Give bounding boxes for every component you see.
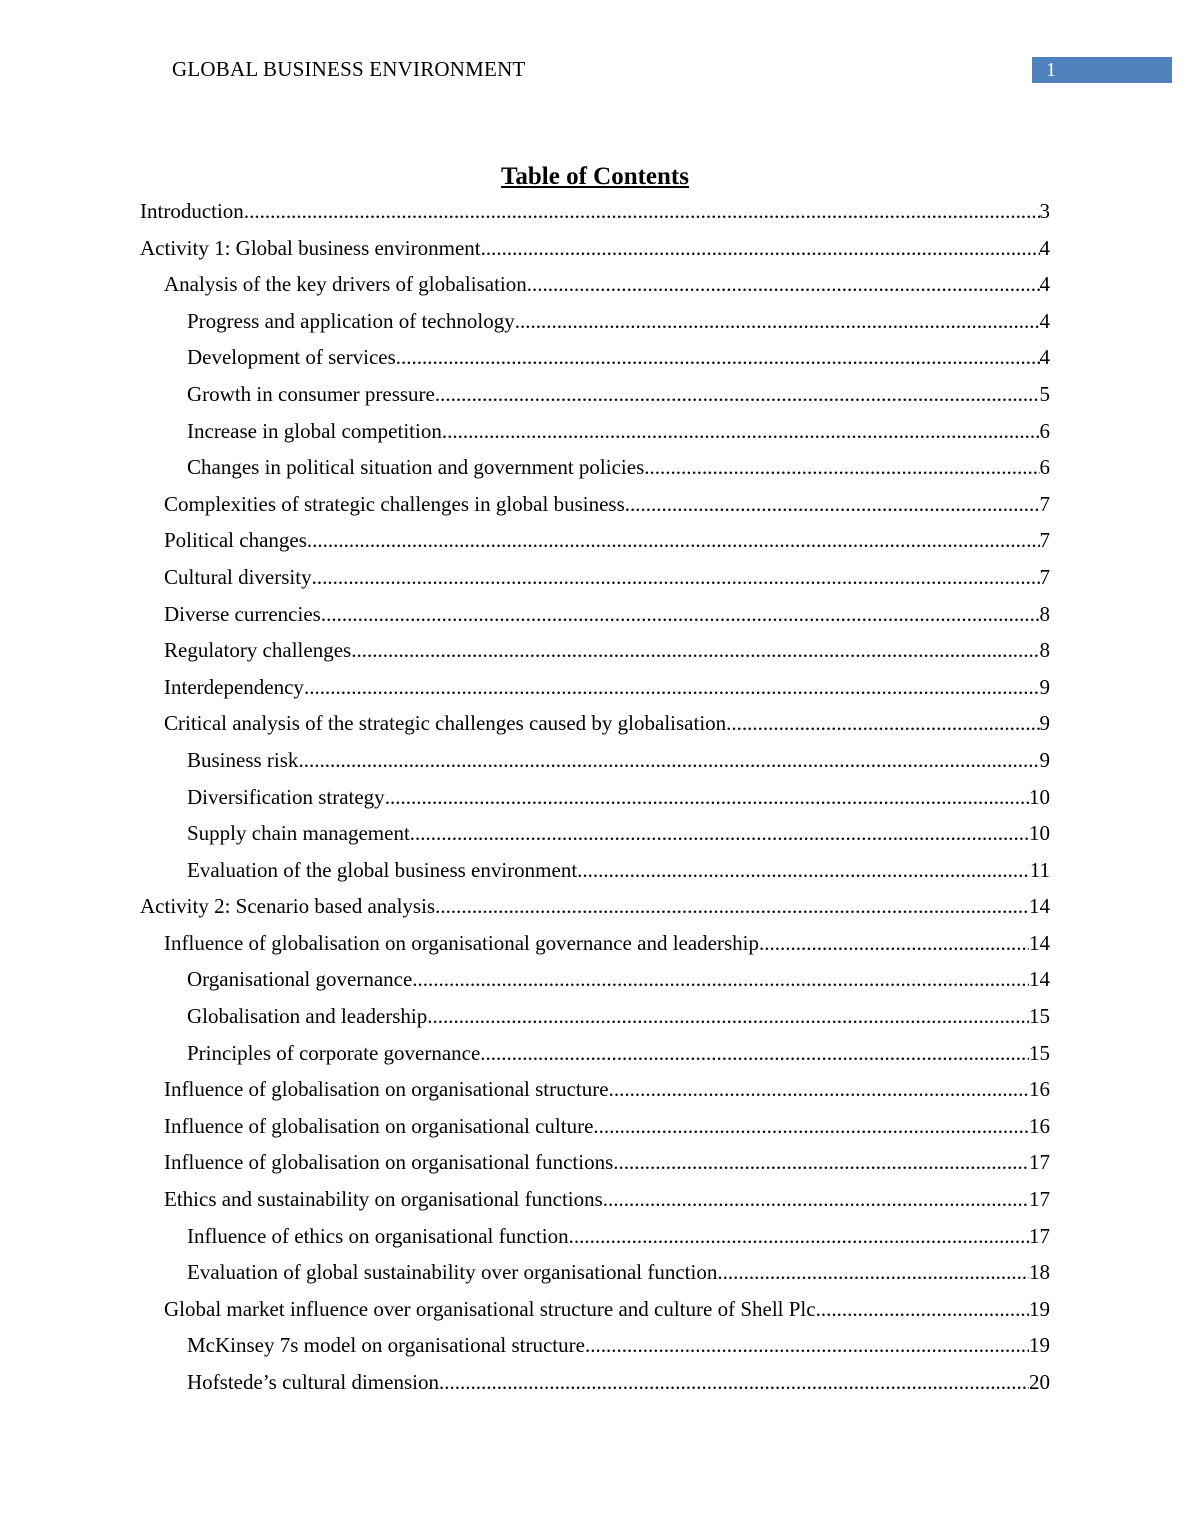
toc-entry-page-number[interactable]: 14	[1029, 894, 1050, 919]
toc-dot-leader	[759, 925, 1029, 962]
toc-entry[interactable]	[140, 193, 1050, 230]
toc-entry-label[interactable]: Hofstede’s cultural dimension	[187, 1370, 439, 1394]
toc-dot-leader	[312, 559, 1040, 596]
toc-entry-label[interactable]: Diverse currencies	[164, 601, 321, 626]
toc-entry[interactable]	[140, 1218, 1050, 1255]
toc-entry-label[interactable]: Activity 2: Scenario based analysis	[140, 894, 436, 919]
toc-entry-page-number[interactable]: 4	[1039, 235, 1050, 260]
toc-entry-page-number[interactable]: 7	[1039, 491, 1050, 516]
toc-entry-label[interactable]: Critical analysis of the strategic challenges caused by globalisation	[164, 711, 727, 736]
table-of-contents	[140, 193, 1050, 1401]
toc-dot-leader	[385, 779, 1029, 816]
toc-entry[interactable]	[140, 522, 1050, 559]
toc-entry-page-number[interactable]: 11	[1029, 857, 1050, 882]
toc-entry[interactable]	[140, 852, 1050, 889]
toc-entry-label[interactable]: Business risk	[187, 747, 299, 772]
toc-dot-leader	[410, 815, 1029, 852]
toc-entry[interactable]	[140, 742, 1050, 779]
toc-dot-leader	[321, 596, 1040, 633]
toc-entry[interactable]	[140, 230, 1050, 267]
toc-entry[interactable]	[140, 1108, 1050, 1145]
toc-entry[interactable]	[140, 1181, 1050, 1218]
toc-entry[interactable]	[140, 1327, 1050, 1364]
toc-entry[interactable]	[140, 998, 1050, 1035]
toc-entry-page-number[interactable]: 10	[1029, 821, 1050, 846]
toc-entry-label[interactable]: Organisational governance	[187, 967, 413, 992]
toc-entry[interactable]	[140, 669, 1050, 706]
toc-dot-leader	[396, 339, 1040, 376]
toc-entry[interactable]	[140, 1144, 1050, 1181]
toc-entry-page-number[interactable]: 9	[1039, 711, 1050, 736]
toc-entry-page-number[interactable]: 4	[1039, 345, 1050, 370]
toc-dot-leader	[515, 303, 1040, 340]
toc-entry-page-number[interactable]: 17	[1029, 1150, 1050, 1175]
toc-entry-page-number[interactable]: 14	[1029, 930, 1050, 955]
toc-entry-page-number[interactable]: 7	[1039, 528, 1050, 553]
toc-entry-label[interactable]: Principles of corporate governance	[187, 1040, 481, 1065]
running-header-title: GLOBAL BUSINESS ENVIRONMENT	[172, 57, 526, 81]
toc-entry[interactable]	[140, 1071, 1050, 1108]
toc-entry-label[interactable]: Supply chain management	[187, 821, 410, 846]
toc-entry[interactable]	[140, 266, 1050, 303]
toc-entry-label[interactable]: Ethics and sustainability on organisational functions	[164, 1187, 603, 1212]
toc-dot-leader	[439, 1364, 1029, 1401]
toc-entry-page-number[interactable]: 19	[1029, 1333, 1050, 1358]
toc-entry[interactable]	[140, 925, 1050, 962]
toc-entry-page-number[interactable]: 5	[1039, 381, 1050, 406]
toc-entry[interactable]	[140, 1254, 1050, 1291]
toc-entry[interactable]	[140, 486, 1050, 523]
toc-entry-label[interactable]: Globalisation and leadership	[187, 1004, 428, 1029]
toc-entry-label[interactable]: Introduction	[140, 199, 244, 223]
toc-entry-page-number[interactable]: 9	[1039, 747, 1050, 772]
toc-dot-leader	[569, 1218, 1029, 1255]
toc-entry-label[interactable]: Evaluation of global sustainability over organisational function	[187, 1260, 718, 1285]
toc-entry[interactable]	[140, 1364, 1050, 1401]
toc-entry[interactable]	[140, 339, 1050, 376]
toc-dot-leader	[593, 1108, 1029, 1145]
toc-dot-leader	[304, 669, 1040, 706]
toc-entry[interactable]	[140, 596, 1050, 633]
toc-entry-label[interactable]: Development of services	[187, 345, 396, 370]
toc-entry-page-number[interactable]: 6	[1039, 418, 1050, 443]
page-number: 1	[1046, 59, 1056, 81]
toc-entry-page-number[interactable]: 6	[1039, 455, 1050, 480]
toc-dot-leader	[298, 742, 1039, 779]
toc-entry-page-number[interactable]: 20	[1029, 1370, 1050, 1394]
toc-entry[interactable]	[140, 888, 1050, 925]
toc-entry[interactable]	[140, 815, 1050, 852]
toc-entry-label[interactable]: Evaluation of the global business environment	[187, 857, 578, 882]
toc-entry[interactable]	[140, 559, 1050, 596]
toc-entry-page-number[interactable]: 8	[1039, 601, 1050, 626]
toc-entry-label[interactable]: Influence of globalisation on organisational functions	[164, 1150, 614, 1175]
toc-entry-page-number[interactable]: 10	[1029, 784, 1050, 809]
toc-entry-label[interactable]: Complexities of strategic challenges in global business	[164, 491, 625, 516]
toc-entry-label[interactable]: Changes in political situation and government policies	[187, 455, 645, 480]
toc-entry-label[interactable]: Interdependency	[164, 674, 304, 699]
toc-entry-page-number[interactable]: 7	[1039, 564, 1050, 589]
toc-entry-label[interactable]: Growth in consumer pressure	[187, 381, 435, 406]
toc-entry-label[interactable]: Diversification strategy	[187, 784, 385, 809]
toc-entry[interactable]	[140, 632, 1050, 669]
toc-dot-leader	[427, 998, 1029, 1035]
toc-dot-leader	[351, 632, 1039, 669]
toc-dot-leader	[726, 705, 1039, 742]
toc-dot-leader	[603, 1181, 1029, 1218]
toc-entry[interactable]	[140, 779, 1050, 816]
toc-dot-leader	[435, 376, 1040, 413]
toc-entry[interactable]	[140, 303, 1050, 340]
toc-entry-label[interactable]: Cultural diversity	[164, 564, 312, 589]
toc-entry-page-number[interactable]: 14	[1029, 967, 1050, 992]
toc-dot-leader	[244, 193, 1040, 230]
toc-entry-page-number[interactable]: 3	[1039, 199, 1050, 223]
toc-dot-leader	[481, 230, 1040, 267]
toc-dot-leader	[480, 1035, 1029, 1072]
toc-dot-leader	[717, 1254, 1029, 1291]
toc-entry-page-number[interactable]: 15	[1029, 1004, 1050, 1029]
toc-entry-page-number[interactable]: 15	[1029, 1040, 1050, 1065]
toc-entry-page-number[interactable]: 4	[1039, 272, 1050, 297]
toc-dot-leader	[435, 888, 1029, 925]
toc-entry-page-number[interactable]: 19	[1029, 1296, 1050, 1321]
toc-entry-label[interactable]: Activity 1: Global business environment	[140, 235, 481, 260]
toc-entry[interactable]	[140, 1035, 1050, 1072]
toc-entry[interactable]	[140, 1291, 1050, 1328]
toc-entry-label[interactable]: Analysis of the key drivers of globalisation	[164, 272, 527, 297]
toc-entry-label[interactable]: Influence of ethics on organisational function	[187, 1223, 569, 1248]
page-number-badge	[1032, 57, 1172, 83]
toc-entry-label[interactable]: Political changes	[164, 528, 307, 553]
toc-heading: Table of Contents	[501, 163, 689, 190]
toc-entry[interactable]	[140, 413, 1050, 450]
toc-dot-leader	[577, 852, 1030, 889]
toc-dot-leader	[412, 961, 1029, 998]
toc-dot-leader	[442, 413, 1040, 450]
toc-entry-page-number[interactable]: 8	[1039, 638, 1050, 663]
toc-entry-page-number[interactable]: 16	[1029, 1113, 1050, 1138]
toc-dot-leader	[644, 449, 1039, 486]
toc-entry-label[interactable]: Increase in global competition	[187, 418, 442, 443]
toc-dot-leader	[816, 1291, 1029, 1328]
toc-entry[interactable]	[140, 961, 1050, 998]
toc-entry-label[interactable]: McKinsey 7s model on organisational structure	[187, 1333, 585, 1358]
toc-entry[interactable]	[140, 376, 1050, 413]
toc-entry-page-number[interactable]: 17	[1029, 1187, 1050, 1212]
toc-entry-page-number[interactable]: 9	[1039, 674, 1050, 699]
toc-entry-label[interactable]: Influence of globalisation on organisational culture	[164, 1113, 594, 1138]
toc-dot-leader	[527, 266, 1040, 303]
toc-entry-label[interactable]: Regulatory challenges	[164, 638, 352, 663]
toc-dot-leader	[585, 1327, 1029, 1364]
toc-entry-page-number[interactable]: 18	[1029, 1260, 1050, 1285]
toc-dot-leader	[609, 1071, 1029, 1108]
toc-entry-label[interactable]: Progress and application of technology	[187, 308, 515, 333]
toc-entry-label[interactable]: Influence of globalisation on organisational structure	[164, 1077, 609, 1102]
toc-dot-leader	[307, 522, 1040, 559]
toc-entry-page-number[interactable]: 17	[1029, 1223, 1050, 1248]
toc-dot-leader	[625, 486, 1040, 523]
toc-entry-label[interactable]: Influence of globalisation on organisational governance and leadership	[164, 930, 759, 955]
toc-entry-page-number[interactable]: 4	[1039, 308, 1050, 333]
toc-entry[interactable]	[140, 449, 1050, 486]
toc-dot-leader	[613, 1144, 1029, 1181]
toc-entry-page-number[interactable]: 16	[1029, 1077, 1050, 1102]
toc-entry-label[interactable]: Global market influence over organisational structure and culture of Shell Plc	[164, 1296, 816, 1321]
toc-entry[interactable]	[140, 705, 1050, 742]
